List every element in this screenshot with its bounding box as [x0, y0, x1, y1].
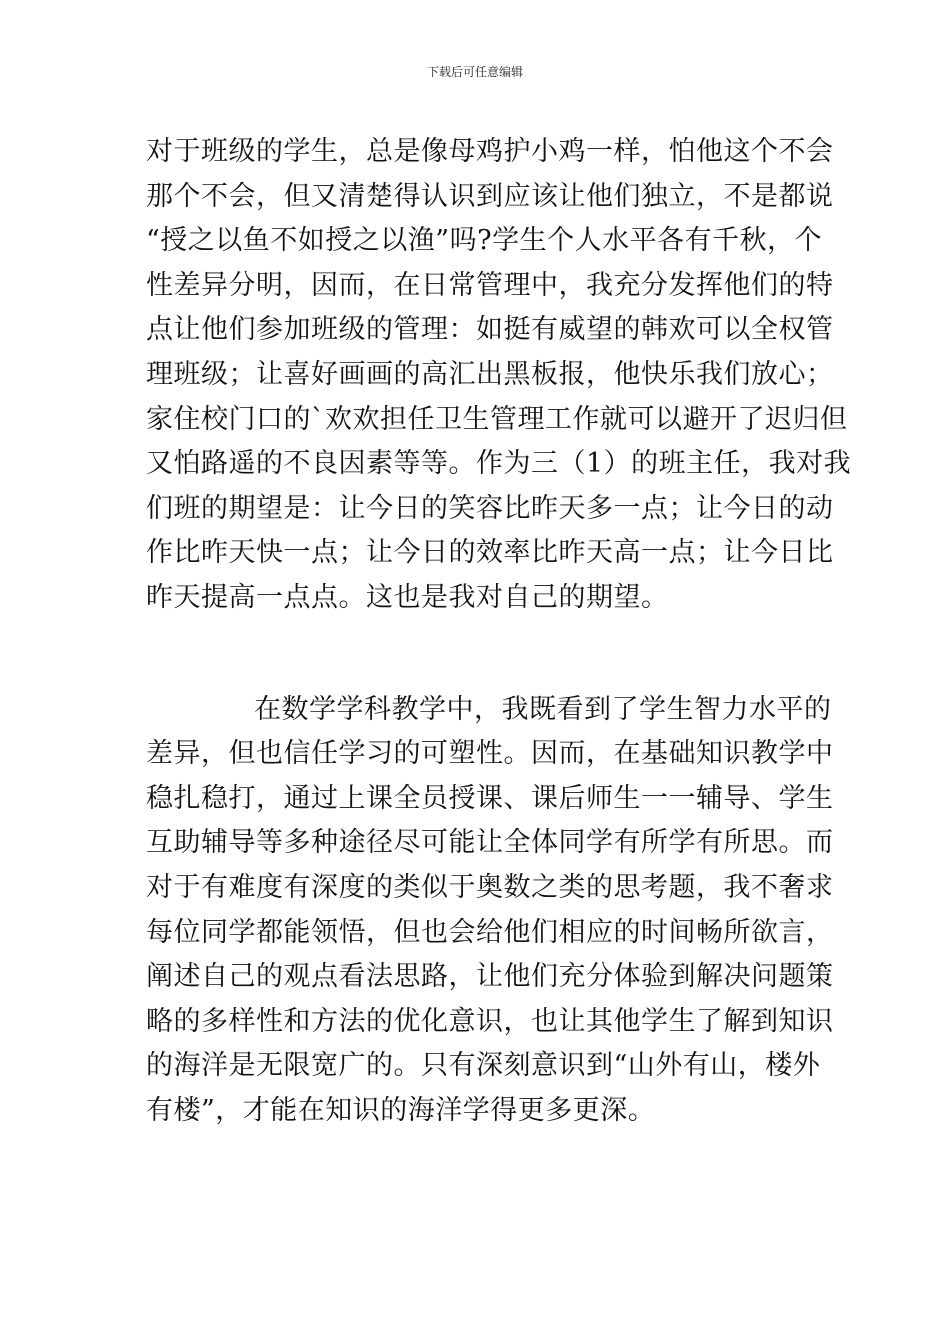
text-line: 理班级；让喜好画画的高汇出黑板报，他快乐我们放心； [146, 358, 834, 390]
text-line: 差异，但也信任学习的可塑性。因而，在基础知识教学中 [146, 738, 834, 770]
text-line: 对于班级的学生，总是像母鸡护小鸡一样，怕他这个不会 [146, 136, 834, 167]
text-line: 家住校门口的`欢欢担任卫生管理工作就可以避开了迟归但 [146, 403, 848, 435]
text-line: 互助辅导等多种途径尽可能让全体同学有所学有所思。而 [146, 827, 834, 859]
text-line: 作比昨天快一点；让今日的效率比昨天高一点；让今日比 [146, 537, 834, 569]
text-line: 昨天提高一点点。这也是我对自己的期望。 [146, 581, 669, 613]
text-line: 有楼”，才能在知识的海洋学得更多更深。 [146, 1094, 656, 1126]
text-line: 点让他们参加班级的管理：如挺有威望的韩欢可以全权管 [146, 314, 834, 346]
text-line: 的海洋是无限宽广的。只有深刻意识到“山外有山，楼外 [146, 1050, 821, 1082]
text-line: 在数学学科教学中，我既看到了学生智力水平的 [254, 693, 832, 725]
text-line: “授之以鱼不如授之以渔”吗?学生个人水平各有千秋，个 [146, 225, 823, 257]
text-line: 们班的期望是：让今日的笑容比昨天多一点；让今日的动 [146, 492, 834, 524]
text-line: 对于有难度有深度的类似于奥数之类的思考题，我不奢求 [146, 871, 834, 903]
text-line: 又怕路遥的不良因素等等。作为三（1）的班主任，我对我 [146, 448, 852, 480]
paragraph-2 [146, 688, 834, 1134]
text-line: 每位同学都能领悟，但也会给他们相应的时间畅所欲言， [146, 916, 834, 948]
page-header: 下载后可任意编辑 [426, 65, 523, 79]
text-line: 性差异分明，因而，在日常管理中，我充分发挥他们的特 [146, 269, 834, 301]
text-line: 阐述自己的观点看法思路，让他们充分体验到解决问题策 [146, 961, 834, 993]
text-line: 那个不会，但又清楚得认识到应该让他们独立，不是都说 [146, 180, 834, 212]
paragraph-1 [146, 130, 852, 621]
text-line: 略的多样性和方法的优化意识，也让其他学生了解到知识 [146, 1005, 834, 1037]
document-body [146, 130, 852, 1133]
text-line: 稳扎稳打，通过上课全员授课、课后师生一一辅导、学生 [146, 782, 834, 814]
